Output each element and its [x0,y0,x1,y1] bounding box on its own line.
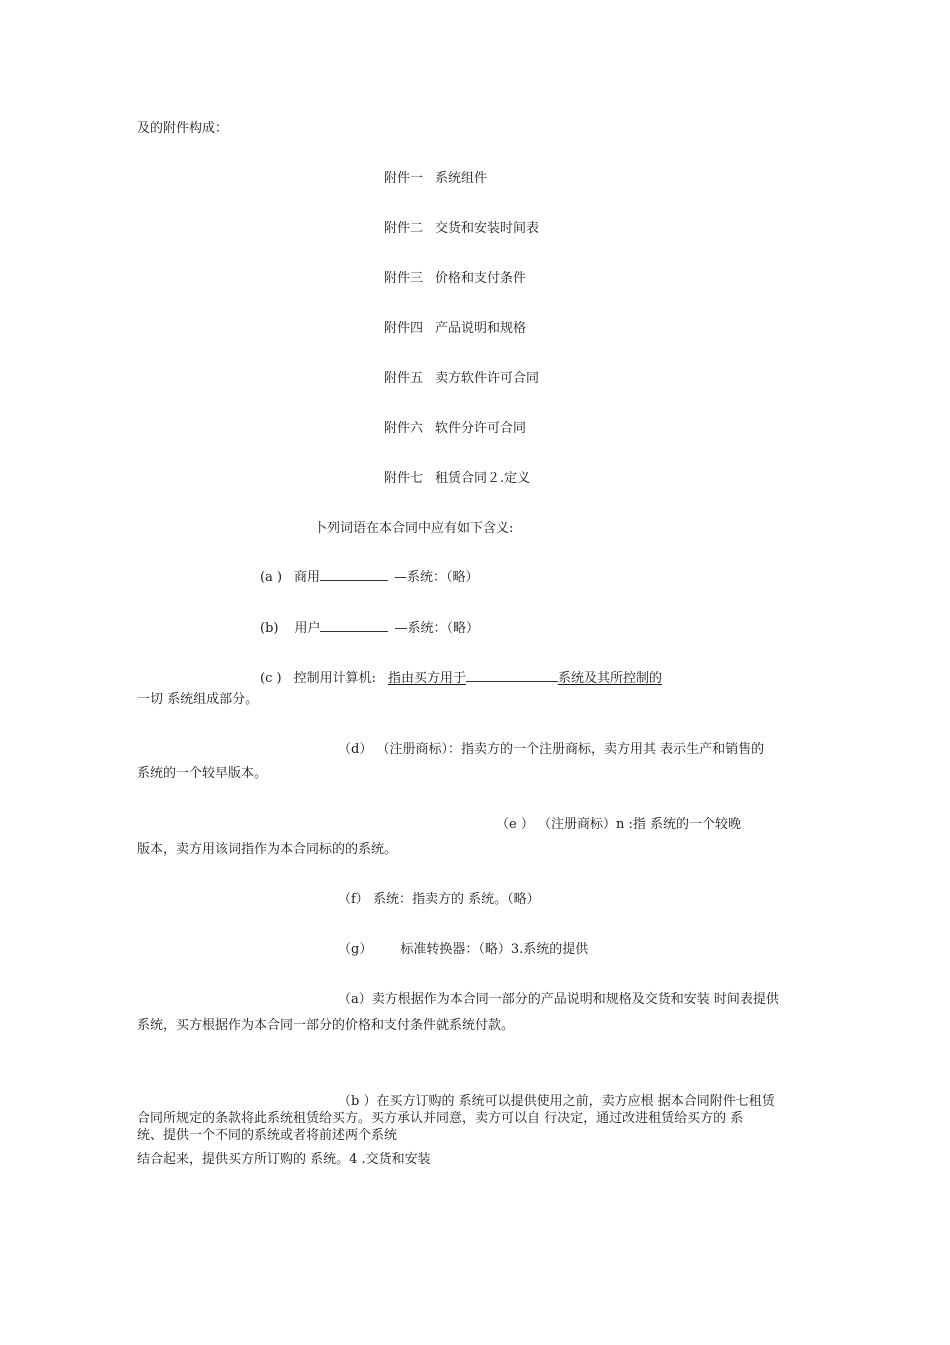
annex-1 [384,171,487,187]
definition-e-line2: 版本，卖方用该词指作为本合同标的的系统。 [137,842,398,857]
definition-mark: （g） [338,942,373,957]
annex-6 [384,421,526,437]
annex-label: 附件七 [384,471,424,486]
definition-text-underlined: 指由买方用于 [387,671,466,686]
supply-b-line2: 合同所规定的条款将此系统租赁给买方。买方承认并同意，卖方可以自 行决定，通过改进租赁给买方的 系 [137,1111,744,1126]
definition-text: —系统：（略） [394,570,479,585]
definition-a [260,568,479,586]
annex-5 [384,371,539,387]
supply-a-line2: 系统，买方根据作为本合同一部分的价格和支付条件就系统付款。 [137,1018,515,1033]
definition-e-line1: （e ） （注册商标）n :指 系统的一个较晚 [496,817,741,832]
annex-title: 软件分许可合同 [435,421,527,436]
definition-mark: (a ) [260,570,283,585]
blank-line [320,568,388,581]
supply-b-line4: 结合起来，提供买方所订购的 系统。4 .交货和安装 [137,1152,431,1167]
definition-f: （f） 系统：指卖方的 系统。（略） [338,892,540,907]
annex-title: 价格和支付条件 [435,271,527,286]
definition-g [338,942,588,958]
supply-a-line1: （a）卖方根据作为本合同一部分的产品说明和规格及交货和安装 时间表提供 [338,992,779,1007]
annex-label: 附件二 [384,221,424,236]
intro-text: 及的附件构成： [137,121,229,136]
definition-mark: (b) [260,621,279,636]
annex-3 [384,271,526,287]
definitions-intro: 卜列词语在本合同中应有如下含义: [314,521,514,536]
annex-title: 卖方软件许可合同 [435,371,540,386]
annex-label: 附件三 [384,271,424,286]
annex-label: 附件四 [384,321,424,336]
supply-b-line3: 统、提供一个不同的系统或者将前述两个系统 [137,1128,398,1143]
annex-label: 附件六 [384,421,424,436]
annex-2 [384,221,539,237]
definition-d-line1: （d） （注册商标）：指卖方的一个注册商标，卖方用其 表示生产和销售的 [338,742,765,757]
annex-title: 系统组件 [435,171,488,186]
definition-c [260,669,662,687]
definition-mark: (c ) [260,671,282,686]
annex-7 [384,471,530,487]
definition-d-line2: 系统的一个较早版本。 [137,766,268,781]
annex-label: 附件一 [384,171,424,186]
annex-title: 产品说明和规格 [435,321,527,336]
definition-term: 用户 [294,621,321,636]
annex-4 [384,321,526,337]
blank-line [466,669,558,682]
definition-text: —系统：（略） [394,621,479,636]
blank-line [320,619,388,632]
definition-b [260,619,479,637]
supply-b-line1: （b ）在买方订购的 系统可以提供使用之前，卖方应根 据本合同附件七租赁 [338,1094,775,1109]
annex-label: 附件五 [384,371,424,386]
definition-term: 商用 [294,570,321,585]
definition-label: 控制用计算机: [293,671,376,686]
definition-c-continuation: 一切 系统组成部分。 [137,692,259,707]
definition-text-underlined: 系统及其所控制的 [557,671,662,686]
annex-title: 交货和安装时间表 [435,221,540,236]
annex-title: 租赁合同２.定义 [435,471,531,486]
definition-text: 标准转换器：（略）3.系统的提供 [400,942,589,957]
